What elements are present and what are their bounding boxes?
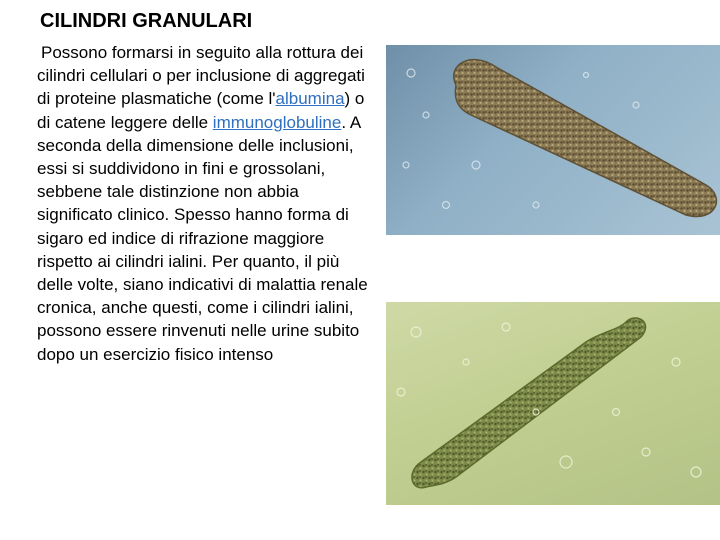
paragraph-text-3: . A seconda della dimensione delle inclusioni, essi si suddividono in fini e grossolani, sebbene tale distinzione non abbia significato clinico. Spesso hanno forma di sigaro ed indice di rifrazione maggiore rispetto ai cilindri ialini. Per quanto, il più delle volte, siano indicativi di malattia renale cronica, anche questi, come i cilindri ialini, possono essere rinvenuti nelle urine subito dopo un esercizio fisico intenso [37, 112, 368, 364]
slide-title: CILINDRI GRANULARI [40, 10, 253, 32]
albumina-link[interactable]: albumina [275, 89, 345, 109]
body-paragraph [37, 41, 377, 366]
immunoglobuline-link[interactable]: immunoglobuline [212, 112, 342, 132]
paragraph-text-2: ) o di catene leggere delle [37, 89, 365, 132]
micrograph-granular-cast-blue [386, 45, 720, 235]
paragraph-text-1: Possono formarsi in seguito alla rottura dei cilindri cellulari o per inclusione di aggregati di proteine plasmatiche (come l' [37, 43, 365, 109]
micrograph-granular-cast-green [386, 302, 720, 505]
